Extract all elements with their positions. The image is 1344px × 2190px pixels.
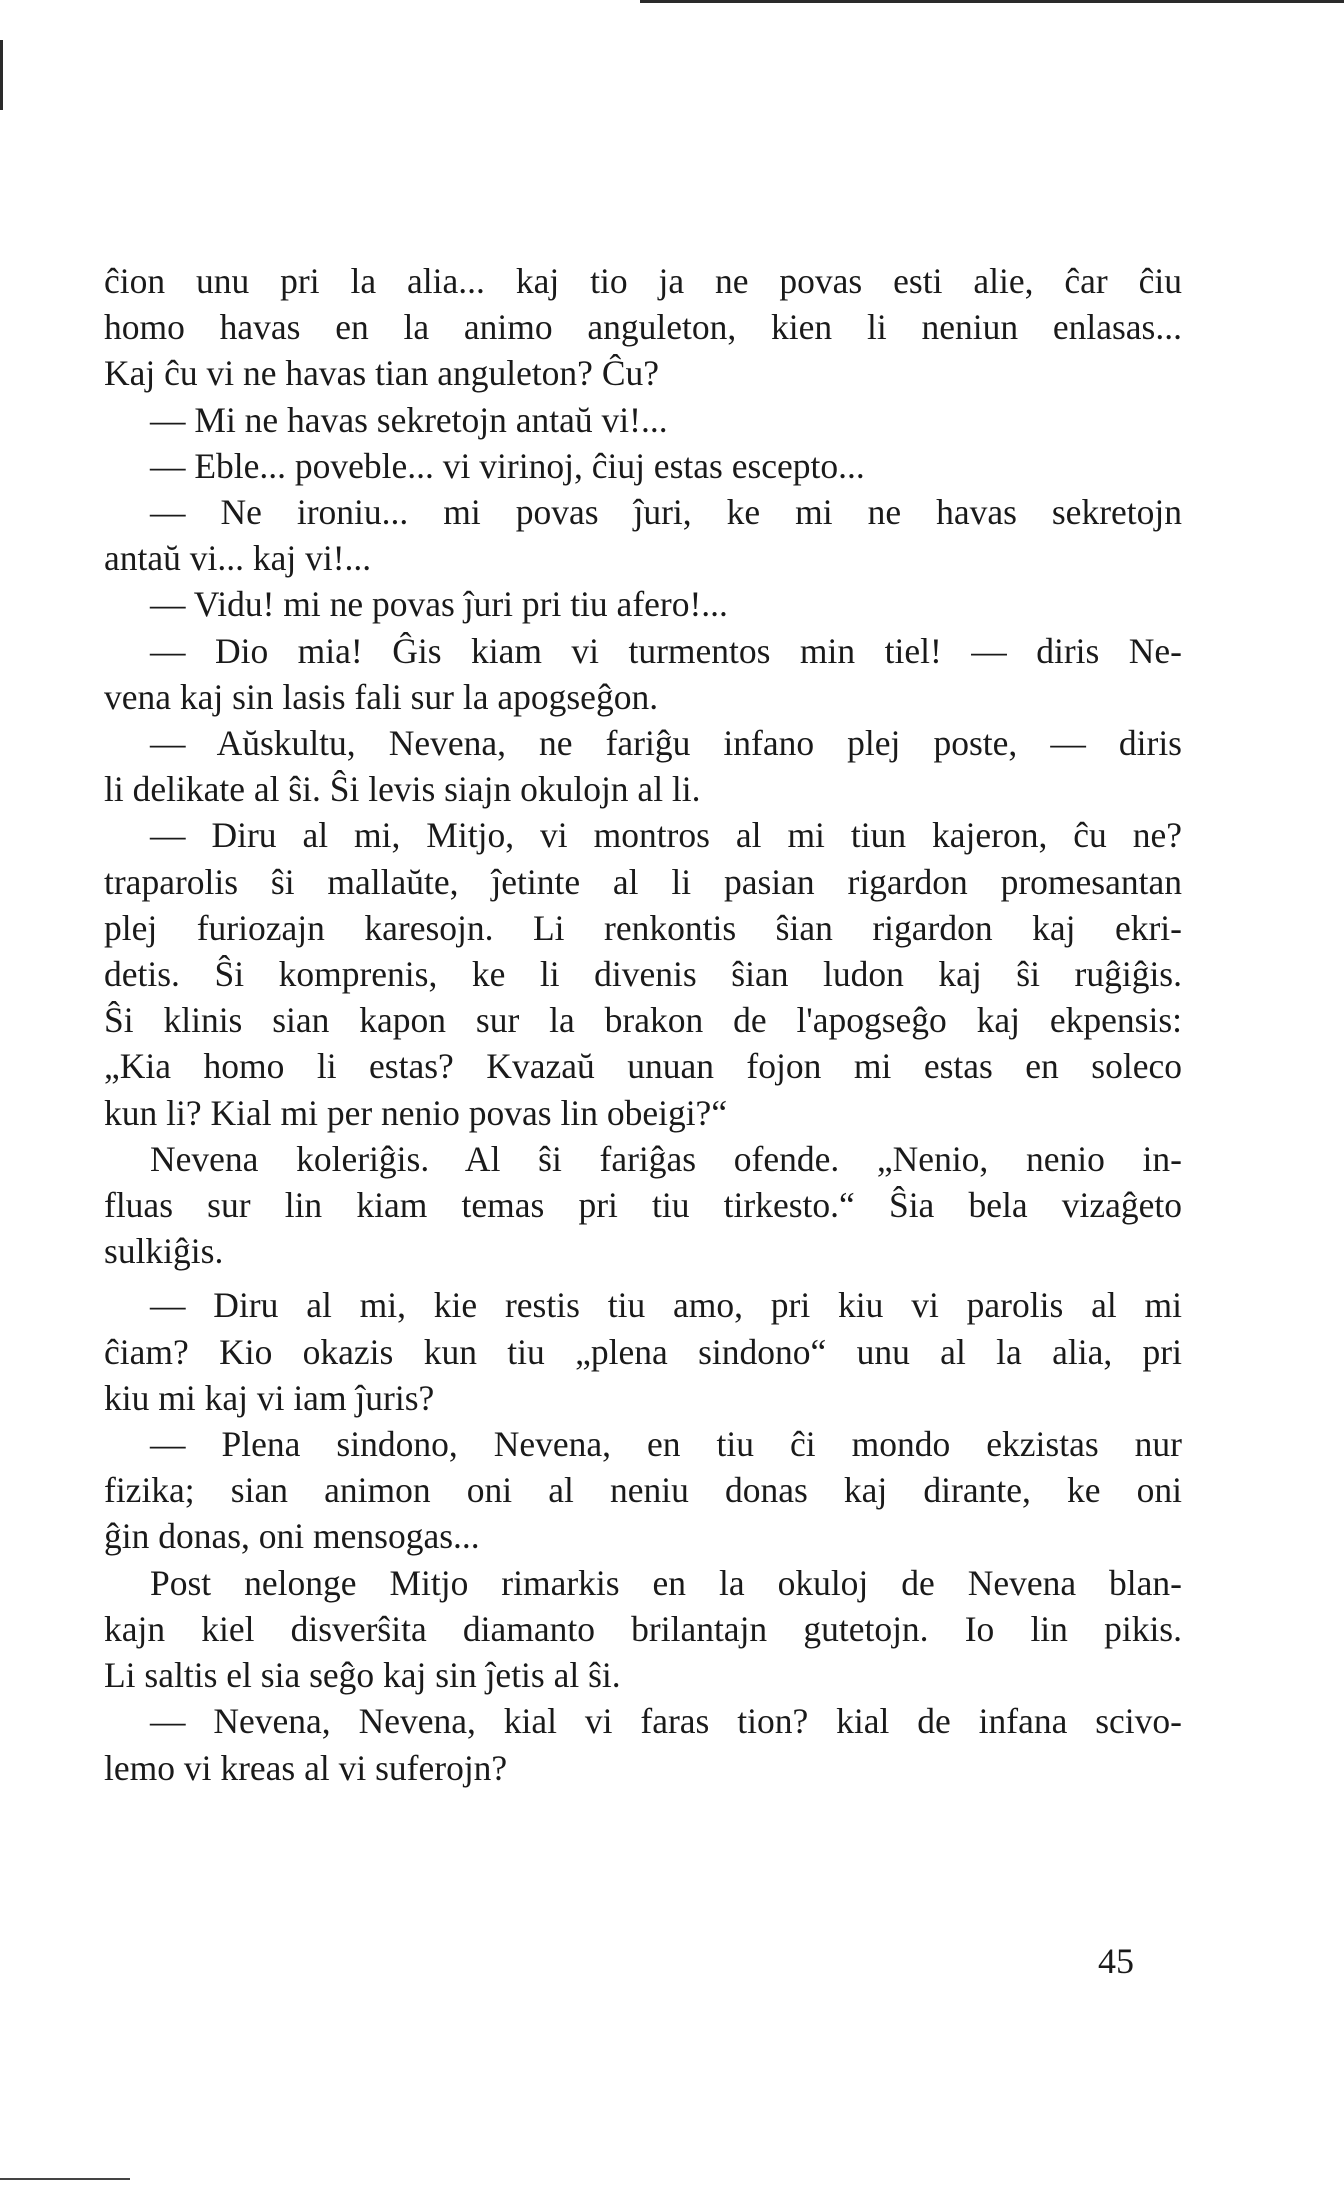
text-line: plej furiozajn karesojn. Li renkontis ŝian rigardon kaj ekri-	[104, 907, 1182, 948]
text-line: fluas sur lin kiam temas pri tiu tirkesto.“ Ŝia bela vizaĝeto	[104, 1185, 1182, 1226]
scan-edge-bottom	[0, 2178, 130, 2180]
text-line: — Eble... poveble... vi virinoj, ĉiuj estas escepto...	[150, 445, 865, 486]
text-line: fizika; sian animon oni al neniu donas kaj dirante, ke oni	[104, 1470, 1182, 1511]
text-line: — Mi ne havas sekretojn antaŭ vi!...	[150, 399, 668, 440]
text-line: homo havas en la animo anguleton, kien li neniun enlasas...	[104, 307, 1182, 348]
text-line: kun li? Kial mi per nenio povas lin obeigi?“	[104, 1092, 728, 1133]
text-line: ĉiam? Kio okazis kun tiu „plena sindono“ unu al la alia, pri	[104, 1331, 1182, 1372]
text-line: — Ne ironiu... mi povas ĵuri, ke mi ne havas sekretojn	[150, 492, 1182, 533]
text-line: — Diru al mi, Mitjo, vi montros al mi tiun kajeron, ĉu ne?	[150, 815, 1182, 856]
text-line: antaŭ vi... kaj vi!...	[104, 538, 372, 579]
text-line: sulkiĝis.	[104, 1231, 224, 1272]
scan-edge-top	[640, 0, 1344, 3]
page-number: 45	[1098, 1941, 1134, 1981]
text-line: Post nelonge Mitjo rimarkis en la okuloj de Nevena blan-	[150, 1562, 1182, 1603]
text-line: Ŝi klinis sian kapon sur la brakon de l'apogseĝo kaj ekpensis:	[104, 1000, 1182, 1041]
page-body	[104, 258, 1182, 1791]
text-line: — Plena sindono, Nevena, en tiu ĉi mondo ekzistas nur	[150, 1424, 1182, 1465]
text-line: — Aŭskultu, Nevena, ne fariĝu infano plej poste, — diris	[150, 723, 1182, 764]
text-line: Li saltis el sia seĝo kaj sin ĵetis al ŝi.	[104, 1655, 621, 1696]
text-line: ĝin donas, oni mensogas...	[104, 1516, 480, 1557]
scan-edge-left	[0, 40, 3, 110]
text-line: kajn kiel disverŝita diamanto brilantajn gutetojn. Io lin pikis.	[104, 1608, 1182, 1649]
text-line: ĉion unu pri la alia... kaj tio ja ne povas esti alie, ĉar ĉiu	[104, 261, 1182, 301]
text-line: traparolis ŝi mallaŭte, ĵetinte al li pasian rigardon promesantan	[104, 861, 1182, 902]
text-line: — Dio mia! Ĝis kiam vi turmentos min tiel! — diris Ne-	[150, 630, 1182, 671]
text-line: Kaj ĉu vi ne havas tian anguleton? Ĉu?	[104, 353, 659, 394]
text-line: — Diru al mi, kie restis tiu amo, pri kiu vi parolis al mi	[150, 1285, 1182, 1326]
text-line: — Vidu! mi ne povas ĵuri pri tiu afero!...	[150, 584, 728, 625]
text-line: detis. Ŝi komprenis, ke li divenis ŝian ludon kaj ŝi ruĝiĝis.	[104, 954, 1182, 995]
text-line: lemo vi kreas al vi suferojn?	[104, 1747, 508, 1788]
text-line: kiu mi kaj vi iam ĵuris?	[104, 1377, 435, 1418]
text-line: „Kia homo li estas? Kvazaŭ unuan fojon mi estas en soleco	[104, 1046, 1182, 1087]
text-line: Nevena koleriĝis. Al ŝi fariĝas ofende. „Nenio, nenio in-	[150, 1138, 1182, 1179]
text-line: — Nevena, Nevena, kial vi faras tion? kial de infana scivo-	[150, 1701, 1182, 1742]
text-line: vena kaj sin lasis fali sur la apogseĝon.	[104, 676, 659, 717]
text-line: li delikate al ŝi. Ŝi levis siajn okulojn al li.	[104, 769, 701, 810]
